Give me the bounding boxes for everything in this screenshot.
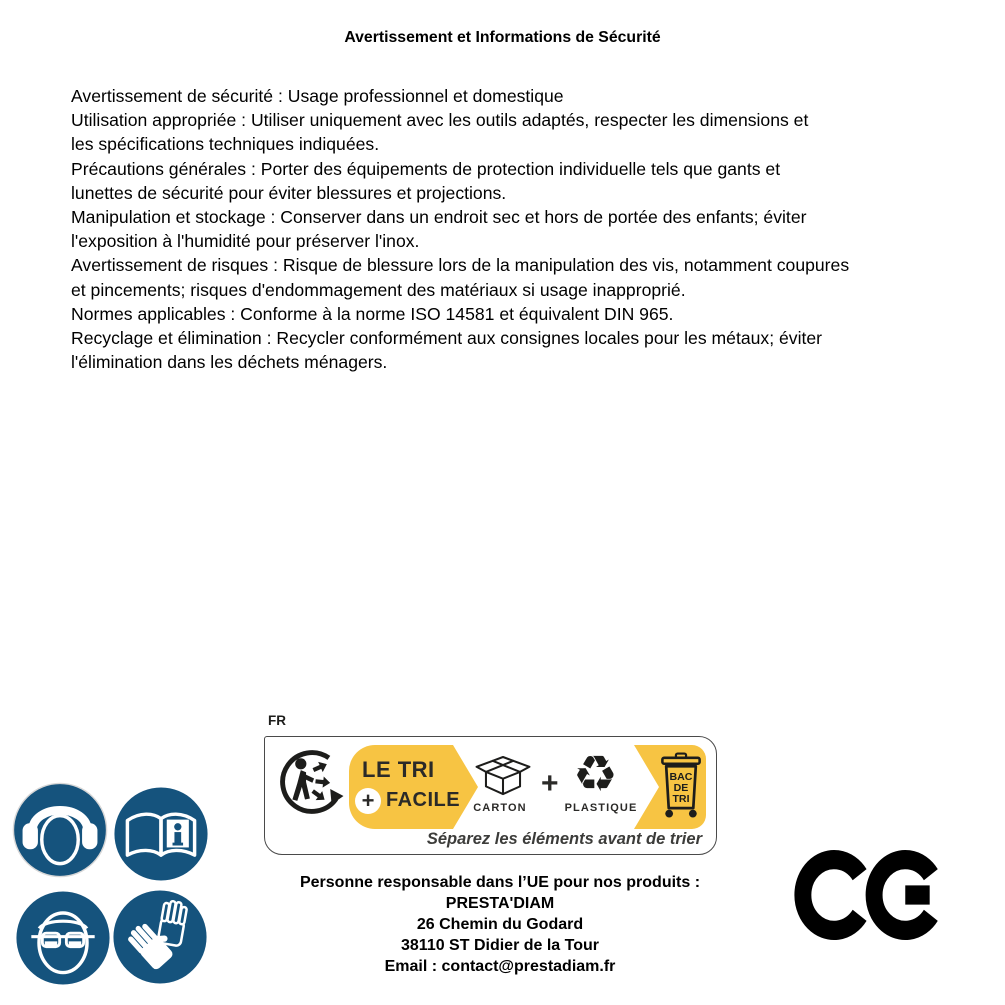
tri-headline-bottom: FACILE [386,789,461,811]
wear-ear-protection-icon [12,782,108,878]
bin-text-line: TRI [672,793,690,806]
bin-text-line: DE [673,782,689,795]
recycling-triangle-icon: ♻ [573,745,618,803]
safety-line: Recyclage et élimination : Recycler conformément aux consignes locales pour les métaux; éviter [71,328,823,349]
responsible-person-block [250,872,750,977]
tri-headline-top: LE TRI [362,757,435,782]
materials-plus-sign: + [541,767,559,800]
wear-eye-protection-icon [15,890,111,986]
safety-line: Avertissement de risques : Risque de blessure lors de la manipulation des vis, notamment coupures [71,255,850,276]
safety-line: lunettes de sécurité pour éviter blessures et projections. [71,182,507,203]
contact-line: 26 Chemin du Godard [416,916,584,933]
contact-line: 38110 ST Didier de la Tour [401,937,599,954]
material-carton-label: CARTON [473,802,527,814]
safety-line: et pincements; risques d'endommagement des matériaux si usage inapproprié. [71,279,686,300]
country-code-label: FR [268,713,286,728]
page-title: Avertissement et Informations de Sécurité [344,29,661,46]
contact-line: Email : contact@prestadiam.fr [384,958,616,975]
contact-line: PRESTA'DIAM [445,895,555,912]
safety-text-block [71,84,971,374]
read-instruction-manual-icon [113,786,209,882]
safety-line: Précautions générales : Porter des équipements de protection individuelle tels que gants et [71,158,781,179]
tri-label-tagline: Séparez les éléments avant de trier [426,830,702,848]
contact-line: Personne responsable dans l’UE pour nos produits : [299,874,701,891]
plus-circle-icon: + [355,788,381,814]
tri-label-yellow-band [349,745,706,829]
bin-text-line: BAC [669,771,693,784]
wear-protective-gloves-icon [112,889,208,985]
triman-icon [277,745,347,819]
safety-line: Utilisation appropriée : Utiliser uniquement avec les outils adaptés, respecter les dimensions et [71,110,809,131]
safety-line: Manipulation et stockage : Conserver dans un endroit sec et hors de portée des enfants; éviter [71,207,807,228]
safety-line: l'exposition à l'humidité pour préserver l'inox. [71,231,420,252]
material-plastique-label: PLASTIQUE [564,802,638,814]
safety-line: l'élimination dans les déchets ménagers. [71,352,388,373]
safety-line: Normes applicables : Conforme à la norme ISO 14581 et équivalent DIN 965. [71,303,674,324]
sorting-bin-icon [659,748,703,826]
ce-mark [792,845,948,945]
carton-box-icon [475,754,531,800]
safety-line: Avertissement de sécurité : Usage professionnel et domestique [71,86,564,106]
tri-facile-label [264,736,717,855]
safety-line: les spécifications techniques indiquées. [71,134,380,155]
